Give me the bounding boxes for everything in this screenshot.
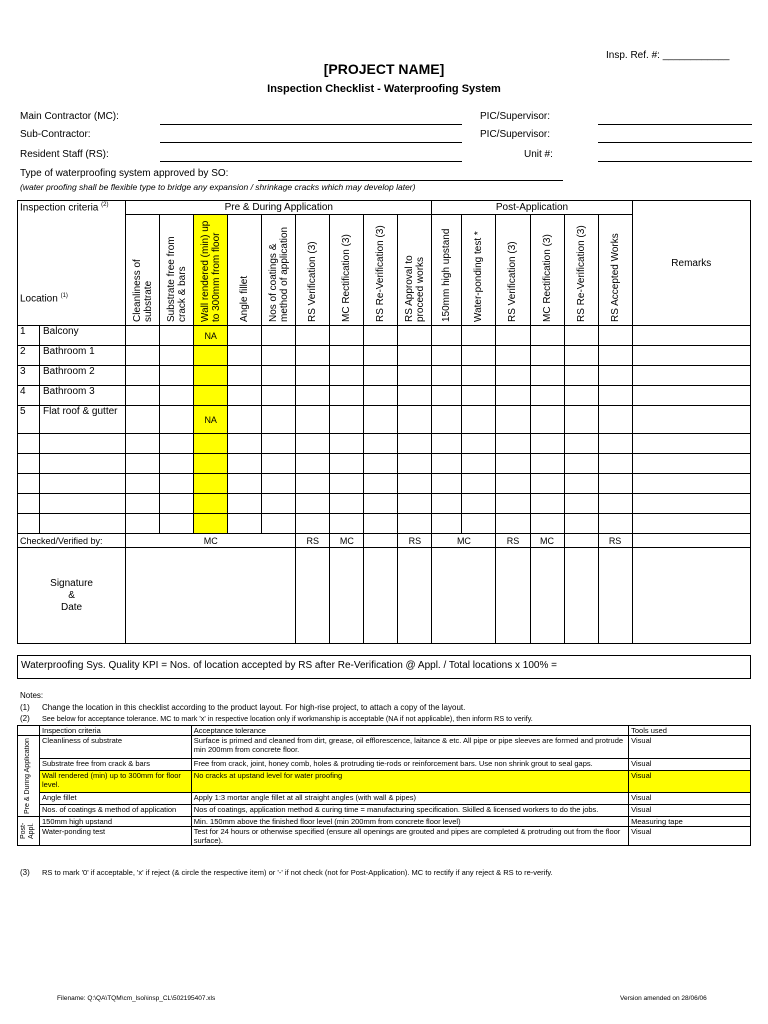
check-cell[interactable]: NA <box>194 326 228 346</box>
check-cell[interactable] <box>194 494 228 514</box>
tolerance-row <box>18 758 751 770</box>
tolerance-table <box>17 725 751 846</box>
check-cell[interactable] <box>462 494 496 514</box>
tol-tools: Measuring tape <box>629 817 751 827</box>
check-cell[interactable] <box>564 326 598 346</box>
check-cell[interactable] <box>262 494 296 514</box>
check-cell[interactable] <box>530 366 564 386</box>
main-contractor-label: Main Contractor (MC): <box>20 111 119 122</box>
tol-acceptance: Test for 24 hours or otherwise specified (ensure all openings are grouted and pipes are completed & protruding out from the floor surface). <box>191 827 628 846</box>
tol-tools: Visual <box>629 758 751 770</box>
row-number: 1 <box>18 326 40 346</box>
check-cell[interactable] <box>432 326 462 346</box>
post-application-header: Post-Application <box>432 201 632 215</box>
cv-mc-3: MC <box>432 534 496 548</box>
check-cell[interactable] <box>598 474 632 494</box>
check-cell[interactable] <box>330 386 364 406</box>
note-2: See below for acceptance tolerance. MC to mark 'x' in respective location only if workmanship is acceptable (NA if not applicable), then inform RS to verify. <box>42 714 533 723</box>
tol-acceptance: Surface is primed and cleaned from dirt, grease, oil efflorescence, laitance & etc. All pipe or pipe sleeves are formed and protrude min 200mm from concrete floor. <box>191 736 628 759</box>
check-cell[interactable] <box>462 474 496 494</box>
column-header-10: 150mm high upstand <box>432 215 462 326</box>
check-cell[interactable] <box>330 326 364 346</box>
check-cell[interactable] <box>296 406 330 434</box>
check-cell[interactable] <box>432 406 462 434</box>
check-cell[interactable] <box>296 514 330 534</box>
check-cell[interactable] <box>330 346 364 366</box>
check-cell[interactable] <box>262 386 296 406</box>
tolerance-row <box>18 736 751 759</box>
check-cell[interactable] <box>564 406 598 434</box>
cv-mc-1: MC <box>126 534 296 548</box>
tolerance-row <box>18 770 751 793</box>
check-cell[interactable] <box>432 494 462 514</box>
remarks-cell[interactable] <box>632 434 750 454</box>
check-cell[interactable] <box>296 454 330 474</box>
table-row <box>18 434 751 454</box>
check-cell[interactable] <box>228 434 262 454</box>
check-cell[interactable] <box>496 474 530 494</box>
check-cell[interactable] <box>530 386 564 406</box>
check-cell[interactable] <box>194 366 228 386</box>
criteria-location-header <box>18 201 126 326</box>
tol-tools: Visual <box>629 805 751 817</box>
remarks-header: Remarks <box>632 201 750 326</box>
kpi-box <box>17 655 751 679</box>
table-row <box>18 366 751 386</box>
remarks-cell[interactable] <box>632 454 750 474</box>
check-cell[interactable] <box>598 346 632 366</box>
table-row <box>18 474 751 494</box>
inspection-table <box>17 200 751 644</box>
check-cell[interactable] <box>126 406 160 434</box>
check-cell[interactable] <box>228 366 262 386</box>
check-cell[interactable] <box>126 326 160 346</box>
check-cell[interactable] <box>530 514 564 534</box>
check-cell[interactable] <box>432 366 462 386</box>
remarks-cell[interactable] <box>632 474 750 494</box>
check-cell[interactable] <box>296 474 330 494</box>
pic-supervisor-label-2: PIC/Supervisor: <box>480 129 551 140</box>
check-cell[interactable] <box>330 454 364 474</box>
check-cell[interactable] <box>330 494 364 514</box>
location-name <box>40 474 126 494</box>
remarks-cell[interactable] <box>632 494 750 514</box>
check-cell[interactable] <box>160 406 194 434</box>
check-cell[interactable] <box>228 474 262 494</box>
location-label: Location $^{(1)}$ <box>20 293 68 305</box>
check-cell[interactable] <box>496 366 530 386</box>
remarks-cell[interactable] <box>632 406 750 434</box>
check-cell[interactable] <box>126 434 160 454</box>
check-cell[interactable] <box>330 366 364 386</box>
tol-acceptance: No cracks at upstand level for water proofing <box>191 770 628 793</box>
table-row <box>18 386 751 406</box>
tolerance-row <box>18 805 751 817</box>
check-cell[interactable] <box>330 474 364 494</box>
check-cell[interactable] <box>496 514 530 534</box>
sub-contractor-line[interactable] <box>160 142 462 143</box>
remarks-cell[interactable] <box>632 326 750 346</box>
row-number: 5 <box>18 406 40 434</box>
check-cell[interactable] <box>160 494 194 514</box>
check-cell[interactable] <box>126 494 160 514</box>
column-header-6: RS Verification (3) <box>296 215 330 326</box>
check-cell[interactable] <box>398 494 432 514</box>
check-cell[interactable] <box>330 514 364 534</box>
check-cell[interactable] <box>598 514 632 534</box>
row-number: 4 <box>18 386 40 406</box>
check-cell[interactable] <box>262 326 296 346</box>
check-cell[interactable] <box>598 386 632 406</box>
tol-acceptance: Nos of coatings, application method & curing time = manufacturing specification. Skilled & licensed workers to do the jobs. <box>191 805 628 817</box>
checked-verified-label: Checked/Verified by: <box>18 534 126 548</box>
check-cell[interactable] <box>194 386 228 406</box>
check-cell[interactable] <box>432 454 462 474</box>
check-cell[interactable] <box>398 366 432 386</box>
tolerance-row <box>18 793 751 805</box>
unit-label: Unit #: <box>524 149 553 160</box>
check-cell[interactable] <box>160 326 194 346</box>
check-cell[interactable] <box>364 434 398 454</box>
check-cell[interactable] <box>262 434 296 454</box>
pic-supervisor-line-1[interactable] <box>598 124 752 125</box>
check-cell[interactable] <box>262 346 296 366</box>
table-row <box>18 454 751 474</box>
check-cell[interactable] <box>296 366 330 386</box>
check-cell[interactable] <box>598 406 632 434</box>
check-cell[interactable] <box>496 326 530 346</box>
check-cell[interactable] <box>296 386 330 406</box>
check-cell[interactable] <box>364 386 398 406</box>
check-cell[interactable] <box>530 454 564 474</box>
location-name: Bathroom 3 <box>40 386 126 406</box>
check-cell[interactable] <box>160 474 194 494</box>
check-cell[interactable] <box>598 366 632 386</box>
location-name: Bathroom 1 <box>40 346 126 366</box>
tol-header-criteria: Inspection criteria <box>39 726 191 736</box>
row-number: 2 <box>18 346 40 366</box>
pic-supervisor-label-1: PIC/Supervisor: <box>480 111 551 122</box>
check-cell[interactable] <box>364 406 398 434</box>
resident-staff-line[interactable] <box>160 161 462 162</box>
check-cell[interactable] <box>462 514 496 534</box>
check-cell[interactable] <box>398 474 432 494</box>
check-cell[interactable] <box>564 386 598 406</box>
check-cell[interactable] <box>432 514 462 534</box>
note-1-num: (1) <box>20 703 30 712</box>
signature-mc-cell[interactable] <box>126 548 296 644</box>
check-cell[interactable] <box>598 494 632 514</box>
check-cell[interactable] <box>126 514 160 534</box>
inspection-criteria-label: Inspection criteria $^{(2)}$ <box>20 202 109 214</box>
column-header-4: Angle fillet <box>228 215 262 326</box>
check-cell[interactable] <box>160 454 194 474</box>
check-cell[interactable] <box>160 386 194 406</box>
check-cell[interactable] <box>296 326 330 346</box>
check-cell[interactable] <box>364 514 398 534</box>
page-title: Inspection Checklist - Waterproofing System <box>267 83 501 95</box>
check-cell[interactable] <box>564 454 598 474</box>
check-cell[interactable] <box>496 434 530 454</box>
column-header-9: RS Approval to proceed works <box>398 215 432 326</box>
check-cell[interactable] <box>564 514 598 534</box>
cv-rs-2: RS <box>398 534 432 548</box>
location-name <box>40 454 126 474</box>
check-cell[interactable] <box>126 346 160 366</box>
row-number <box>18 474 40 494</box>
table-row <box>18 406 751 434</box>
check-cell[interactable] <box>364 494 398 514</box>
table-row <box>18 346 751 366</box>
cv-rs-4: RS <box>598 534 632 548</box>
check-cell[interactable] <box>228 406 262 434</box>
check-cell[interactable] <box>126 366 160 386</box>
check-cell[interactable] <box>564 346 598 366</box>
column-header-11: Water-ponding test * <box>462 215 496 326</box>
column-header-12: RS Verification (3) <box>496 215 530 326</box>
check-cell[interactable] <box>530 346 564 366</box>
check-cell[interactable] <box>432 474 462 494</box>
check-cell[interactable] <box>364 366 398 386</box>
check-cell[interactable] <box>262 514 296 534</box>
check-cell[interactable] <box>496 494 530 514</box>
project-name: [PROJECT NAME] <box>323 61 445 77</box>
remarks-cell[interactable] <box>632 346 750 366</box>
check-cell[interactable] <box>330 434 364 454</box>
check-cell[interactable] <box>364 474 398 494</box>
check-cell[interactable] <box>228 454 262 474</box>
check-cell[interactable] <box>160 366 194 386</box>
check-cell[interactable] <box>598 454 632 474</box>
check-cell[interactable] <box>432 434 462 454</box>
check-cell[interactable] <box>194 474 228 494</box>
check-cell[interactable] <box>462 326 496 346</box>
tol-criteria: Cleanliness of substrate <box>39 736 191 759</box>
check-cell[interactable] <box>126 474 160 494</box>
type-system-line[interactable] <box>258 180 563 181</box>
check-cell[interactable] <box>530 434 564 454</box>
pre-during-header: Pre & During Application <box>126 201 432 215</box>
check-cell[interactable] <box>364 346 398 366</box>
kpi-text: Waterproofing Sys. Quality KPI = Nos. of location accepted by RS after Re-Verification @ Appl. / Total locations x 100% = <box>21 660 557 671</box>
check-cell[interactable] <box>564 434 598 454</box>
tol-tools: Visual <box>629 793 751 805</box>
check-cell[interactable] <box>296 346 330 366</box>
resident-staff-label: Resident Staff (RS): <box>20 149 109 160</box>
main-contractor-line[interactable] <box>160 124 462 125</box>
check-cell[interactable] <box>398 326 432 346</box>
check-cell[interactable] <box>262 454 296 474</box>
check-cell[interactable] <box>194 454 228 474</box>
check-cell[interactable] <box>398 434 432 454</box>
column-header-1: Cleanliness of substrate <box>126 215 160 326</box>
check-cell[interactable] <box>598 434 632 454</box>
column-header-2: Substrate free from crack & bars <box>160 215 194 326</box>
tol-acceptance: Free from crack, joint, honey comb, holes & protruding tie-rods or reinforcement bars. Use non shrink grout to seal gaps. <box>191 758 628 770</box>
check-cell[interactable] <box>398 454 432 474</box>
check-cell[interactable] <box>530 494 564 514</box>
notes-title: Notes: <box>20 691 44 700</box>
row-number <box>18 514 40 534</box>
check-cell[interactable] <box>564 366 598 386</box>
check-cell[interactable] <box>398 514 432 534</box>
row-number <box>18 454 40 474</box>
cv-rs-1: RS <box>296 534 330 548</box>
check-cell[interactable] <box>228 386 262 406</box>
location-name <box>40 434 126 454</box>
tol-criteria: Nos. of coatings & method of application <box>39 805 191 817</box>
tol-acceptance: Apply 1:3 mortar angle fillet at all straight angles (with wall & pipes) <box>191 793 628 805</box>
check-cell[interactable] <box>496 386 530 406</box>
footer-version: Version amended on 28/06/06 <box>620 995 707 1002</box>
tol-header-tools: Tools used <box>629 726 751 736</box>
column-header-3: Wall rendered (min) up to 300mm from floor <box>194 215 228 326</box>
location-name <box>40 514 126 534</box>
check-cell[interactable] <box>126 386 160 406</box>
tol-criteria: Angle fillet <box>39 793 191 805</box>
column-header-13: MC Rectification (3) <box>530 215 564 326</box>
column-header-14: RS Re-Verification (3) <box>564 215 598 326</box>
check-cell[interactable] <box>262 474 296 494</box>
check-cell[interactable] <box>262 406 296 434</box>
tol-criteria: Wall rendered (min) up to 300mm for floor level. <box>39 770 191 793</box>
row-number <box>18 434 40 454</box>
check-cell[interactable] <box>228 326 262 346</box>
table-row <box>18 514 751 534</box>
check-cell[interactable] <box>262 366 296 386</box>
table-row <box>18 494 751 514</box>
tol-tools: Visual <box>629 736 751 759</box>
check-cell[interactable] <box>462 346 496 366</box>
type-system-label: Type of waterproofing system approved by SO: <box>20 168 229 179</box>
check-cell[interactable] <box>398 386 432 406</box>
column-header-7: MC Rectification (3) <box>330 215 364 326</box>
note-1: Change the location in this checklist according to the product layout. For high-rise project, to attach a copy of the layout. <box>42 703 466 712</box>
remarks-cell[interactable] <box>632 514 750 534</box>
check-cell[interactable] <box>462 406 496 434</box>
row-number <box>18 494 40 514</box>
tol-tools: Visual <box>629 827 751 846</box>
check-cell[interactable] <box>564 474 598 494</box>
check-cell[interactable] <box>126 454 160 474</box>
check-cell[interactable] <box>194 514 228 534</box>
check-cell[interactable] <box>364 454 398 474</box>
check-cell[interactable] <box>398 346 432 366</box>
column-header-8: RS Re-Verification (3) <box>364 215 398 326</box>
tol-criteria: Water-ponding test <box>39 827 191 846</box>
check-cell[interactable] <box>194 346 228 366</box>
check-cell[interactable] <box>228 514 262 534</box>
note-3: RS to mark '0' if acceptable, 'x' if reject (& circle the respective item) or '-' if not check (not for Post-Application). MC to rectify if any reject & RS to re-verify. <box>42 868 553 877</box>
group-post: Post-Appl. <box>18 817 40 846</box>
footer-filename: Filename: Q:\QA\TQM\cm_lsoi\insp_CL\502195407.xls <box>57 995 216 1002</box>
cv-rs-3: RS <box>496 534 530 548</box>
type-system-note: (water proofing shall be flexible type to bridge any expansion / shrinkage cracks which may develop later) <box>20 182 416 192</box>
cv-mc-4: MC <box>530 534 564 548</box>
check-cell[interactable] <box>462 366 496 386</box>
sub-contractor-label: Sub-Contractor: <box>20 129 91 140</box>
check-cell[interactable] <box>228 494 262 514</box>
check-cell[interactable] <box>194 434 228 454</box>
check-cell[interactable] <box>462 454 496 474</box>
note-3-num: (3) <box>20 868 30 877</box>
tol-criteria: 150mm high upstand <box>39 817 191 827</box>
tol-criteria: Substrate free from crack & bars <box>39 758 191 770</box>
check-cell[interactable] <box>462 386 496 406</box>
location-name: Bathroom 2 <box>40 366 126 386</box>
signature-rs-cell[interactable] <box>296 548 330 644</box>
tol-tools: Visual <box>629 770 751 793</box>
remarks-cell[interactable] <box>632 366 750 386</box>
row-number: 3 <box>18 366 40 386</box>
check-cell[interactable] <box>160 434 194 454</box>
check-cell[interactable] <box>296 434 330 454</box>
tol-header-tolerance: Acceptance tolerance <box>191 726 628 736</box>
check-cell[interactable] <box>564 494 598 514</box>
signature-date-label: Signature & Date <box>18 548 126 644</box>
table-row <box>18 326 751 346</box>
check-cell[interactable] <box>598 326 632 346</box>
note-2-num: (2) <box>20 714 30 723</box>
pic-supervisor-line-2[interactable] <box>598 142 752 143</box>
check-cell[interactable] <box>398 406 432 434</box>
cv-mc-2: MC <box>330 534 364 548</box>
location-name: Balcony <box>40 326 126 346</box>
check-cell[interactable] <box>330 406 364 434</box>
tolerance-row <box>18 827 751 846</box>
tol-acceptance: Min. 150mm above the finished floor level (min 200mm from concrete floor level) <box>191 817 628 827</box>
column-header-5: Nos of coatings & method of application <box>262 215 296 326</box>
check-cell[interactable] <box>496 346 530 366</box>
check-cell[interactable] <box>530 406 564 434</box>
group-pre-during: Pre & During Application <box>18 736 40 817</box>
check-cell[interactable] <box>432 386 462 406</box>
check-cell[interactable] <box>496 454 530 474</box>
check-cell[interactable] <box>496 406 530 434</box>
column-header-15: RS Accepted Works <box>598 215 632 326</box>
location-name <box>40 494 126 514</box>
check-cell[interactable] <box>462 434 496 454</box>
unit-line[interactable] <box>598 161 752 162</box>
check-cell[interactable] <box>296 494 330 514</box>
tolerance-header-row <box>18 726 751 736</box>
insp-ref: Insp. Ref. #: ____________ <box>606 50 730 61</box>
check-cell[interactable] <box>228 346 262 366</box>
check-cell[interactable] <box>432 346 462 366</box>
tolerance-row <box>18 817 751 827</box>
check-cell[interactable]: NA <box>194 406 228 434</box>
check-cell[interactable] <box>160 514 194 534</box>
check-cell[interactable] <box>530 326 564 346</box>
remarks-cell[interactable] <box>632 386 750 406</box>
location-name: Flat roof & gutter <box>40 406 126 434</box>
check-cell[interactable] <box>160 346 194 366</box>
check-cell[interactable] <box>364 326 398 346</box>
check-cell[interactable] <box>530 474 564 494</box>
